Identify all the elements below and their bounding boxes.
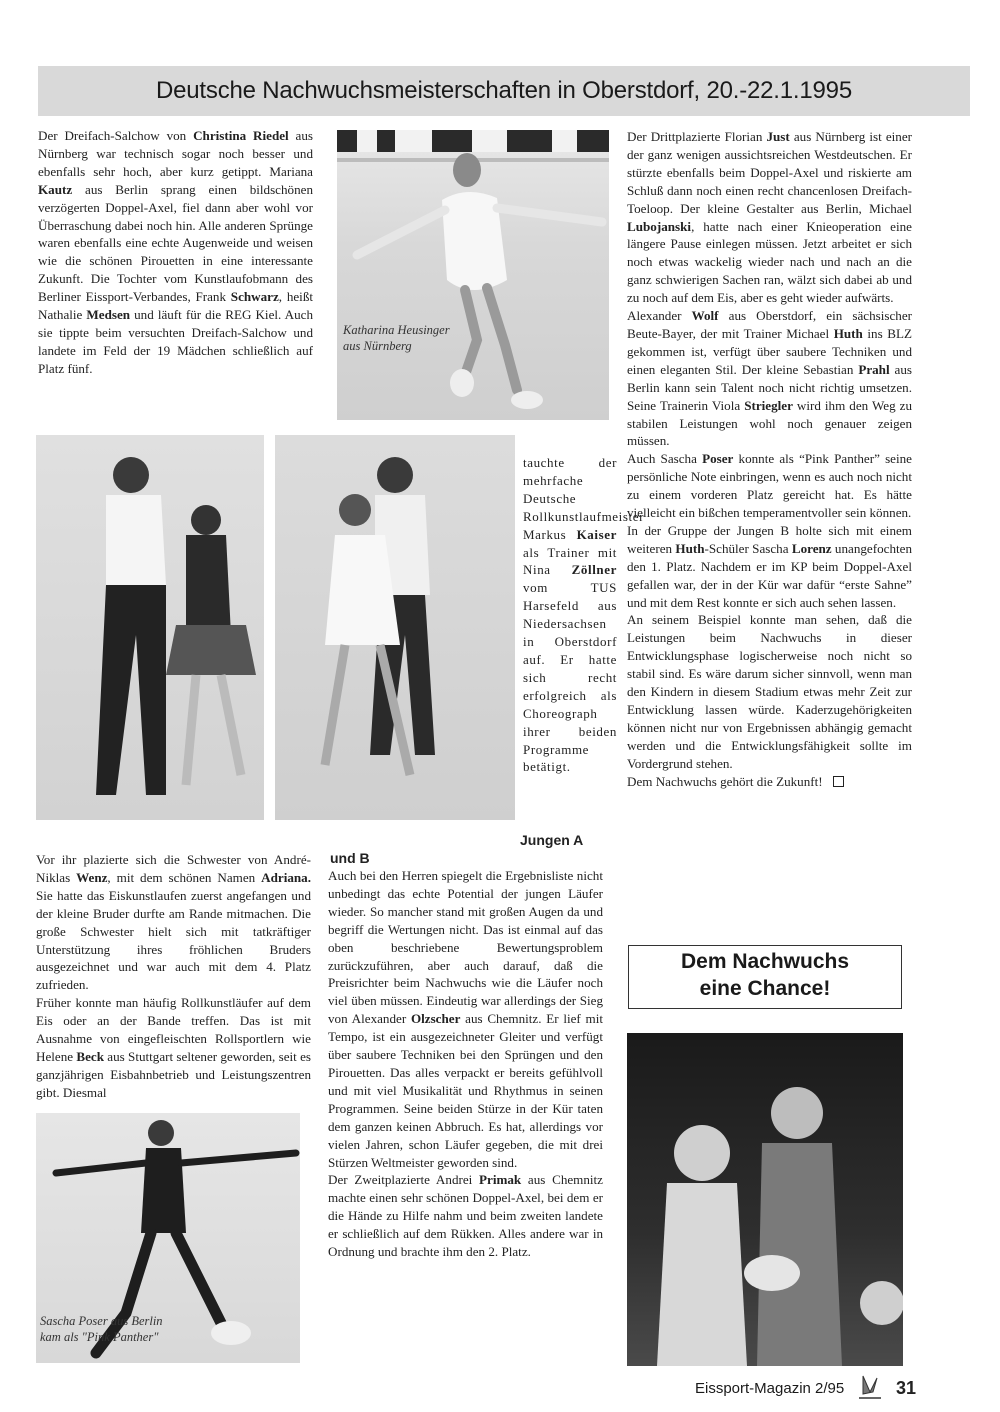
name-highlight: Huth [833,325,863,341]
text-run: Alexander [627,308,692,324]
text-run: als Trainer mit Nina [523,544,617,578]
callout-line-2: eine Chance! [699,977,831,1000]
name-highlight: Prahl [858,361,890,377]
name-highlight: Medsen [86,307,131,323]
name-highlight: Poser [702,451,734,467]
callout-line-1: Dem Nachwuchs [680,950,850,973]
text-run: , heißt Nathalie [38,289,313,323]
text-run: Auch bei den Herren spiegelt die Ergebnisliste nicht unbedingt das echte Potential der jungen Läufer wieder. So mancher stand mit großen Augen da und begriff die Wertungen nicht. Das ist einmal auf das oben beschriebene Bewertungsproblem zurückzuführen, aber auch darauf, daß die Preisrichter beim Nachwuchs wie die Läufer noch viel üben müssen. Eindeutig war allerdings der Sieg von Alexander [328,868,603,1027]
text-run: tauchte der mehrfache Deutsche Rollkunstlaufmeister Markus [523,455,645,542]
paragraph [38,127,313,378]
text-run: aus Chemnitz machte einen sehr schönen Doppel-Axel, bei dem er die Hände zu Hilfe nahm und beim zweiten landete er schließlich auf dem Rükken. Alles andere war in Ordnung und brachte ihm den 2. Platz. [328,1172,603,1260]
text-run: Früher konnte man häufig Rollkunstläufer auf dem Eis oder an der Bande treffen. Das ist mit Ausnahme von eingefleischten Rollsportlern wie Helene [36,995,311,1064]
text-run: wird ihm den Weg zu stabilen Leistungen wohl noch genauer zeigen müssen. [627,397,912,449]
page-title: Deutsche Nachwuchsmeisterschaften in Oberstdorf, 20.-22.1.1995 [156,77,852,104]
text-run: Dem Nachwuchs gehört die Zukunft! [627,773,823,789]
photo-sascha-poser [36,1113,300,1363]
text-run: aus Berlin sprang einen bildschönen verzögerten Doppel-Axel, fiel dann aber wohl vor Überraschung dabei noch hin. Alle anderen Sprünge waren ebenfalls eine echte Augenweide und weisen wie die schönen Pirouetten in eine interessante Zukunft. Die Tochter vom Kunstlaufobmann des Berliner Eissport-Verbandes, Frank [38,181,313,305]
name-highlight: Wolf [691,308,719,324]
name-highlight: Kaiser [576,526,617,542]
name-highlight: Beck [76,1048,105,1064]
photo-young-skaters [627,1033,903,1366]
paragraph [328,1171,603,1261]
skater-illustration [337,130,609,420]
text-run: und läuft für die REG Kiel. Auch sie tippte beim versuchten Dreifach-Salchow und landete im Feld der 19 Mädchen schließlich auf Platz fünf. [38,307,313,376]
section-heading-part1: Jungen A [520,832,584,848]
paragraph [627,611,912,772]
paragraph [627,773,912,791]
photo-pair-skaters-2 [275,435,515,820]
text-run: Der Zweitplazierte Andrei [328,1172,480,1188]
name-highlight: Wenz [76,869,108,885]
text-run: Der Drittplazierte Florian [627,129,767,144]
text-run: ins BLZ gekommen ist, verfügt über saubere Techniken und einen eleganten Stil. Der kleine Sebastian [627,325,912,377]
caption-line: kam als "Pink Panther" [40,1330,159,1344]
name-highlight: Lubojanski [627,218,692,234]
text-run: Vor ihr plazierte sich die Schwester von André-Niklas [36,852,311,885]
text-run: unangefochten den 1. Platz. Nachdem er im KP beim Doppel-Axel gefallen war, der in der Kür war dafür “erste Sahne” und mit dem Rest konnte er sich auch sehen lassen. [627,540,912,610]
text-run: konnte als “Pink Panther” seine persönliche Note einbringen, wenn es auch noch nicht zu einem vorderen Platz gereicht hat. Es hätte vielleicht ein bißchen temperamentvoller sein können. [627,451,912,521]
article-col3 [627,128,912,791]
text-run: , mit dem schönen Namen [107,869,262,885]
name-highlight: Primak [479,1172,522,1188]
text-run: , hatte nach einer Knieoperation eine längere Pause einlegen müssen. Jetzt arbeitet er sich noch etwas wackelig wieder nach und nach an die ganz schwierigen Sachen ran, wälzt sich dabei ab und zu noch auf dem Eis, aber es geht wieder aufwärts. [627,218,912,306]
text-run: Sie hatte das Eiskunstlaufen zuerst angefangen und der kleine Bruder durfte am Rande mitmachen. Die große Schwester hielt sich mit tatkräftiger Unterstützung ihres fröhlichen Bruders ausgezeichnet und war auch mit dem 4. Platz zufrieden. [36,887,311,993]
section-heading-part2: und B [330,850,370,866]
photo-caption-heusinger [343,322,450,354]
name-highlight: Adriana. [261,869,311,885]
paragraph [36,994,311,1101]
name-highlight: Schwarz [230,289,279,305]
text-run: In der Gruppe der Jungen B holte sich mit einem weiteren [627,522,912,556]
name-highlight: Kautz [38,181,73,197]
paragraph [627,450,912,522]
article-narrow-column [523,441,645,789]
text-run: aus Chemnitz. Er lief mit Tempo, ist ein ausgezeichneter Gleiter und verfügt über saubere Techniken bei den Sprüngen und den Pirouetten. Das alles verpackt er bereits gefühlvoll und mit viel Musikalität und Rhythmus in seinen Programmen. Seine beiden Stürze in der Kür taten dem ganzen keinen Abbruch. Es hat, allerdings vor vielen Jahren, schon Läufer gegeben, die mit drei Stürzen Weltmeister geworden sind. [328,1011,603,1170]
text-run: An seinem Beispiel konnte man sehen, daß die Leistungen beim Nachwuchs in dieser Entwicklungsphase logischerweise noch nicht so stabil sind. Es wäre darum sicher sinnvoll, wenn man den Kindern in diesem Stadium etwas mehr Zeit zur Entwicklung lassen würde. Kaderzugehörigkeiten können nicht nur von Ergebnissen abhängig gemacht werden und die Entwicklungsfähigkeit sollte im Vordergrund stehen. [627,612,912,771]
caption-line: Katharina Heusinger [343,323,450,337]
footer-magazine: Eissport-Magazin 2/95 [695,1380,845,1397]
name-highlight: Zöllner [571,562,617,578]
photo-katharina-heusinger [337,130,609,420]
pair-skaters-illustration [275,435,515,820]
text-run: aus Nürnberg war technisch sogar noch besser und ebenfalls sehr hoch, aber kurz getippt. Mariana [38,128,313,179]
text-run: Der Dreifach-Salchow von [38,128,194,143]
name-highlight: Lorenz [791,540,832,556]
caption-line: Sascha Poser aus Berlin [40,1314,163,1328]
paragraph [523,454,645,776]
name-highlight: Olzscher [410,1011,461,1027]
paragraph [627,128,912,307]
title-bar [38,66,970,116]
text-run: -Schüler Sascha [704,540,792,556]
text-run: aus Stuttgart seltener geworden, seit es ganzjährigen Eisbahnbetrieb und Leistungszentren gibt. Diesmal [36,1048,311,1100]
skaters-illustration [627,1033,903,1366]
text-run: Auch Sascha [627,451,703,467]
name-highlight: Christina Riedel [193,128,289,143]
text-run: aus Nürnberg ist einer der ganz wenigen aussichtsreichen Westdeutschen. Er stürzte ebenfalls beim Doppel-Axel und riskierte am Schluß dann noch einen recht chancenlosen Dreifach-Toeloop. Der kleine Gestalter aus Berlin, Michael [627,129,912,216]
name-highlight: Huth [675,540,705,556]
pair-skaters-illustration [36,435,264,820]
end-of-article-icon [833,776,844,787]
paragraph [328,867,603,1171]
text-run: aus Oberstdorf, ein sächsischer Beute-Bayer, der mit Trainer Michael [627,308,912,341]
callout-box [628,945,902,1009]
page-number: 31 [896,1378,917,1398]
text-run: aus Berlin kann sein Talent noch nicht richtig umsetzen. Seine Trainerin Viola [627,361,912,413]
skater-logo-icon [855,1372,885,1402]
caption-line: aus Nürnberg [343,339,412,353]
photo-caption-poser [40,1313,163,1345]
name-highlight: Striegler [744,397,793,413]
text-run: vom TUS Harsefeld aus Niedersachsen in Oberstdorf auf. Er hatte sich recht erfolgreich als Choreograph ihrer beiden Programme betätigt. [523,580,617,775]
name-highlight: Just [766,129,790,144]
paragraph [627,522,912,612]
paragraph [36,851,311,994]
article-col1-top [38,127,313,378]
article-col1-bottom [36,851,311,1102]
article-col2-bottom [328,867,603,1261]
paragraph [627,307,912,450]
photo-pair-skaters-1 [36,435,264,820]
